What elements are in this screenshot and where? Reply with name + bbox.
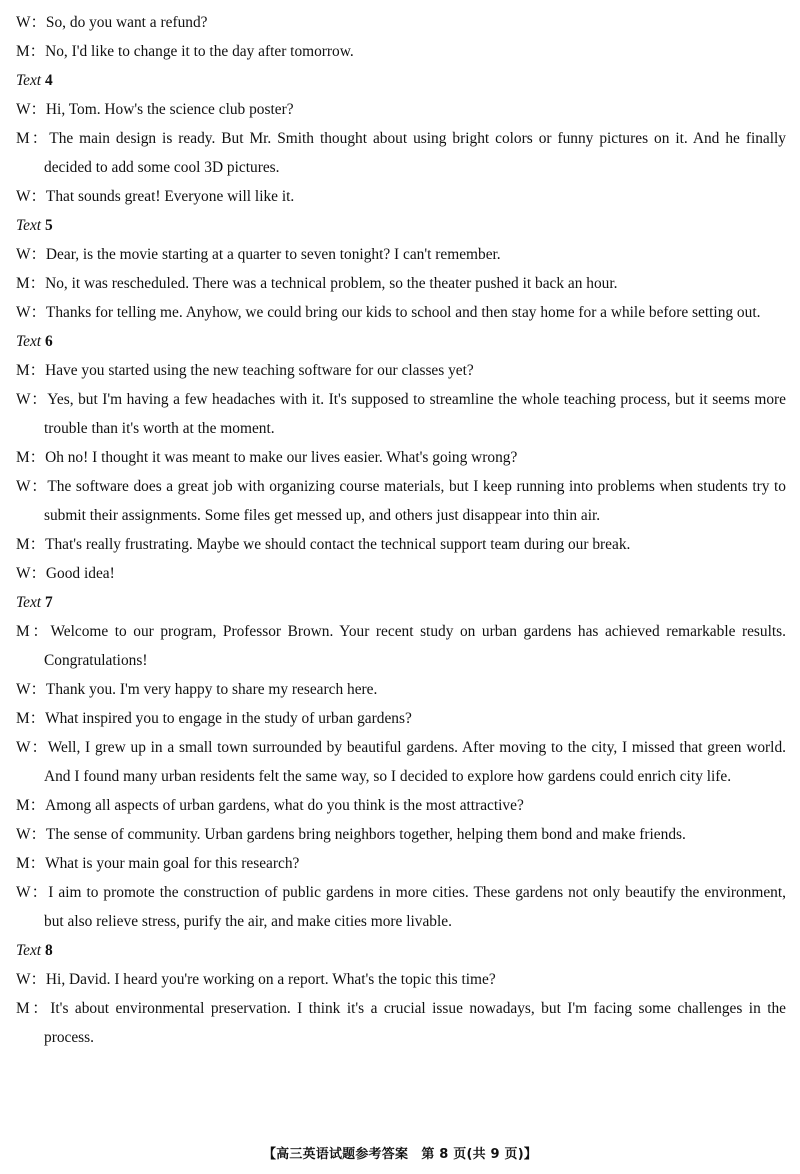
dialogue-line <box>16 878 786 936</box>
dialogue-line <box>16 124 786 182</box>
dialogue-text: That sounds great! Everyone will like it. <box>45 188 295 205</box>
dialogue-line <box>16 182 786 211</box>
speaker-label: W： <box>16 826 46 843</box>
dialogue-text: I aim to promote the construction of public gardens in more cities. These gardens not only beautify the environment, but also relieve stress, purify the air, and make cities more livable. <box>44 884 786 930</box>
transcript-body <box>16 8 786 1052</box>
dialogue-line <box>16 356 786 385</box>
speaker-label: W： <box>16 101 46 118</box>
dialogue-line <box>16 530 786 559</box>
dialogue-line <box>16 675 786 704</box>
speaker-label: M： <box>16 362 46 379</box>
dialogue-text: That's really frustrating. Maybe we should contact the technical support team during our break. <box>45 536 631 553</box>
dialogue-line <box>16 8 786 37</box>
speaker-label: M： <box>16 536 46 553</box>
speaker-label: M： <box>16 797 46 814</box>
dialogue-line <box>16 559 786 588</box>
dialogue-text: Well, I grew up in a small town surrounded by beautiful gardens. After moving to the city, I missed that green world. And I found many urban residents felt the same way, so I decided to explore how gardens could enrich city life. <box>44 739 786 785</box>
dialogue-line <box>16 791 786 820</box>
dialogue-text: So, do you want a refund? <box>45 14 208 31</box>
dialogue-text: Hi, David. I heard you're working on a report. What's the topic this time? <box>45 971 496 988</box>
speaker-label: M： <box>16 130 50 147</box>
dialogue-text: No, it was rescheduled. There was a technical problem, so the theater pushed it back an hour. <box>45 275 618 292</box>
section-heading <box>16 211 786 240</box>
speaker-label: W： <box>16 478 48 495</box>
dialogue-text: Among all aspects of urban gardens, what do you think is the most attractive? <box>45 797 524 814</box>
dialogue-text: Thanks for telling me. Anyhow, we could bring our kids to school and then stay home for a while before setting out. <box>45 304 761 321</box>
dialogue-text: It's about environmental preservation. I think it's a crucial issue nowadays, but I'm facing some challenges in the process. <box>44 1000 787 1046</box>
section-heading-number: 8 <box>44 942 53 959</box>
dialogue-text: Oh no! I thought it was meant to make our lives easier. What's going wrong? <box>45 449 518 466</box>
dialogue-line <box>16 95 786 124</box>
section-heading-number: 4 <box>44 72 53 89</box>
dialogue-text: The software does a great job with organizing course materials, but I keep running into problems when students try to submit their assignments. Some files get messed up, and others just disappear into thin air. <box>44 478 786 524</box>
dialogue-line <box>16 472 786 530</box>
section-heading-number: 7 <box>44 594 53 611</box>
section-heading-number: 5 <box>44 217 53 234</box>
dialogue-line <box>16 733 786 791</box>
speaker-label: W： <box>16 971 46 988</box>
section-heading <box>16 936 786 965</box>
dialogue-line <box>16 385 786 443</box>
section-heading-label: Text <box>16 217 42 234</box>
speaker-label: W： <box>16 681 46 698</box>
speaker-label: M： <box>16 275 46 292</box>
speaker-label: W： <box>16 391 48 408</box>
dialogue-line <box>16 37 786 66</box>
dialogue-text: The sense of community. Urban gardens bring neighbors together, helping them bond and make friends. <box>45 826 686 843</box>
dialogue-text: Welcome to our program, Professor Brown. Your recent study on urban gardens has achieved remarkable results. Congratulations! <box>44 623 786 669</box>
dialogue-text: What inspired you to engage in the study of urban gardens? <box>45 710 412 727</box>
section-heading-number: 6 <box>44 333 53 350</box>
speaker-label: W： <box>16 565 46 582</box>
section-heading-label: Text <box>16 72 42 89</box>
speaker-label: W： <box>16 246 46 263</box>
dialogue-text: Dear, is the movie starting at a quarter to seven tonight? I can't remember. <box>45 246 501 263</box>
speaker-label: W： <box>16 304 46 321</box>
dialogue-text: What is your main goal for this research? <box>45 855 300 872</box>
answer-key-page <box>16 8 786 1052</box>
speaker-label: W： <box>16 739 48 756</box>
speaker-label: W： <box>16 14 46 31</box>
page-footer: 【高三英语试题参考答案 第 8 页(共 9 页)】 <box>262 1147 538 1162</box>
section-heading <box>16 588 786 617</box>
section-heading-label: Text <box>16 942 42 959</box>
dialogue-line <box>16 298 786 327</box>
dialogue-line <box>16 443 786 472</box>
dialogue-text: The main design is ready. But Mr. Smith thought about using bright colors or funny pictures on it. And he finally decided to add some cool 3D pictures. <box>44 130 786 176</box>
speaker-label: M： <box>16 710 46 727</box>
dialogue-line <box>16 965 786 994</box>
dialogue-line <box>16 240 786 269</box>
section-heading-label: Text <box>16 594 42 611</box>
speaker-label: M： <box>16 1000 51 1017</box>
dialogue-text: Have you started using the new teaching software for our classes yet? <box>45 362 474 379</box>
dialogue-text: Hi, Tom. How's the science club poster? <box>45 101 294 118</box>
dialogue-text: Yes, but I'm having a few headaches with it. It's supposed to streamline the whole teaching process, but it seems more trouble than it's worth at the moment. <box>44 391 787 437</box>
speaker-label: M： <box>16 855 46 872</box>
dialogue-line <box>16 617 786 675</box>
dialogue-line <box>16 820 786 849</box>
dialogue-text: No, I'd like to change it to the day after tomorrow. <box>45 43 354 60</box>
dialogue-line <box>16 704 786 733</box>
speaker-label: M： <box>16 449 46 466</box>
dialogue-text: Good idea! <box>45 565 115 582</box>
speaker-label: M： <box>16 43 46 60</box>
dialogue-line <box>16 994 786 1052</box>
section-heading <box>16 66 786 95</box>
section-heading <box>16 327 786 356</box>
dialogue-line <box>16 269 786 298</box>
dialogue-text: Thank you. I'm very happy to share my research here. <box>45 681 378 698</box>
section-heading-label: Text <box>16 333 42 350</box>
dialogue-line <box>16 849 786 878</box>
speaker-label: W： <box>16 884 49 901</box>
speaker-label: M： <box>16 623 51 640</box>
speaker-label: W： <box>16 188 46 205</box>
